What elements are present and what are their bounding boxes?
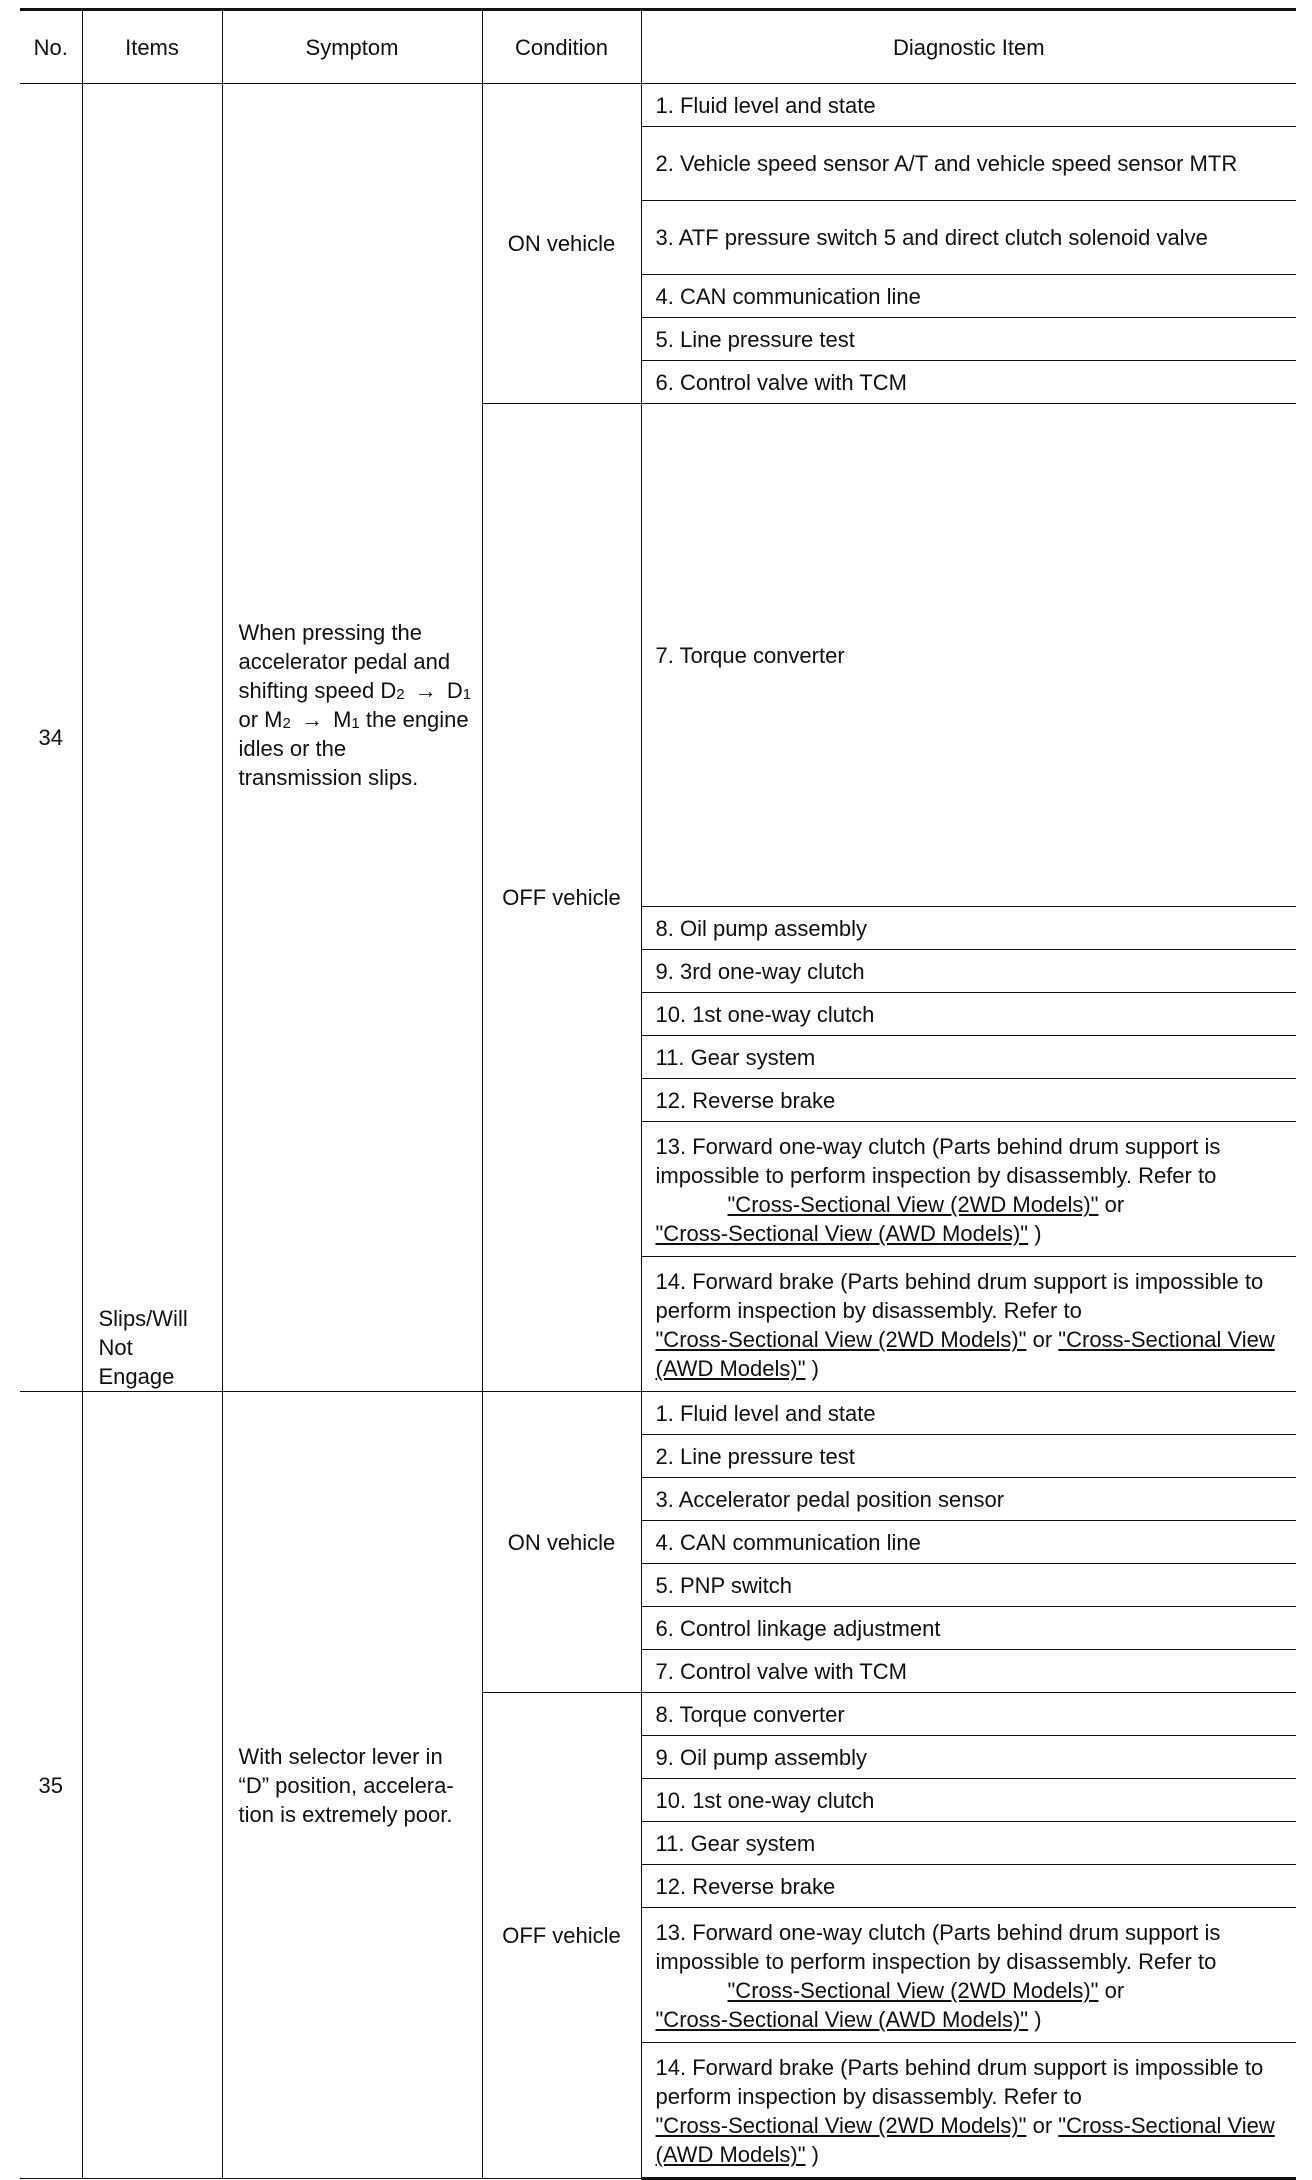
header-symptom: Symptom: [222, 10, 482, 84]
diagnostic-item: 6. Control linkage adjustment: [641, 1607, 1296, 1650]
cross-section-2wd-link[interactable]: "Cross-Sectional View (2WD Models)": [655, 2113, 1027, 2138]
table-row: [20, 84, 1296, 127]
diagnostic-item: 12. Reverse brake: [641, 1079, 1296, 1122]
diagnostic-item: 2. Line pressure test: [641, 1435, 1296, 1478]
cross-section-awd-link[interactable]: "Cross-Sectional View (AWD Models)": [655, 1221, 1029, 1246]
diagnostic-item: 9. 3rd one-way clutch: [641, 950, 1296, 993]
diagnostic-item: 8. Torque converter: [641, 1693, 1296, 1736]
cross-section-2wd-link[interactable]: "Cross-Sectional View (2WD Models)": [727, 1192, 1099, 1217]
diagnostic-item: 2. Vehicle speed sensor A/T and vehicle speed sensor MTR: [641, 127, 1296, 201]
diagnostic-item: 13. Forward one-way clutch (Parts behind drum support is impossible to perform inspection by disassembly. Refer to "Cross-Sectional View (2WD Models)" or "Cross-Sectional View (AWD Models)" ): [641, 1122, 1296, 1257]
table-row: [20, 1392, 1296, 1435]
diagnostic-item: 13. Forward one-way clutch (Parts behind drum support is impossible to perform inspection by disassembly. Refer to "Cross-Sectional View (2WD Models)" or "Cross-Sectional View (AWD Models)" ): [641, 1908, 1296, 2043]
diagnostic-item: 12. Reverse brake: [641, 1865, 1296, 1908]
diagnostic-item: 11. Gear system: [641, 1822, 1296, 1865]
symptom-34-sub: 2: [396, 686, 405, 703]
symptom-34-text: the engine idles or the transmission slips.: [238, 707, 469, 790]
symptom-34-sub: 1: [351, 715, 360, 732]
diagnostic-item: 10. 1st one-way clutch: [641, 993, 1296, 1036]
item-name: Slips/Will Not Engage: [98, 1306, 188, 1389]
condition-off-vehicle: OFF vehicle: [482, 1693, 641, 2179]
cross-section-awd-link[interactable]: "Cross-Sectional View (AWD Models)": [655, 2007, 1029, 2032]
symptom-34: [222, 84, 482, 1392]
diagnostic-table: [20, 8, 1296, 2180]
cross-section-awd-link[interactable]: "Cross-Sectional View (AWD Models)": [655, 2113, 1275, 2167]
condition-off-vehicle: OFF vehicle: [482, 404, 641, 1392]
diagnostic-item: 8. Oil pump assembly: [641, 907, 1296, 950]
diagnostic-item: 9. Oil pump assembly: [641, 1736, 1296, 1779]
symptom-34-sub: 1: [462, 686, 472, 703]
symptom-34-text: or M: [238, 707, 283, 732]
row-number-34: 34: [20, 84, 82, 1392]
condition-on-vehicle: ON vehicle: [482, 84, 641, 404]
diagnostic-item: 14. Forward brake (Parts behind drum support is impossible to perform inspection by disassembly. Refer to "Cross-Sectional View (2WD Models)" or "Cross-Sectional View (AWD Models)" ): [641, 2043, 1296, 2179]
diagnostic-item: 1. Fluid level and state: [641, 1392, 1296, 1435]
diagnostic-item: 5. PNP switch: [641, 1564, 1296, 1607]
arrow-icon: →: [414, 678, 437, 703]
diagnostic-item: 14. Forward brake (Parts behind drum support is impossible to perform inspection by disassembly. Refer to "Cross-Sectional View (2WD Models)" or "Cross-Sectional View (AWD Models)" ): [641, 1257, 1296, 1392]
symptom-34-text: When pressing the accelerator pedal and shifting speed D: [238, 620, 451, 703]
header-items: Items: [82, 10, 222, 84]
symptom-34-text: D: [446, 678, 463, 703]
diagnostic-item: 1. Fluid level and state: [641, 84, 1296, 127]
cross-section-2wd-link[interactable]: "Cross-Sectional View (2WD Models)": [655, 1327, 1027, 1352]
diagnostic-item: 3. Accelerator pedal position sensor: [641, 1478, 1296, 1521]
diagnostic-item: 4. CAN communication line: [641, 1521, 1296, 1564]
condition-on-vehicle: ON vehicle: [482, 1392, 641, 1693]
cross-section-2wd-link[interactable]: "Cross-Sectional View (2WD Models)": [727, 1978, 1099, 2003]
header-no: No.: [20, 10, 82, 84]
items-cell: [82, 84, 222, 1392]
diagnostic-item: 10. 1st one-way clutch: [641, 1779, 1296, 1822]
diagnostic-item: 7. Torque converter: [641, 404, 1296, 907]
header-row: [20, 10, 1296, 84]
symptom-34-text: M: [333, 707, 352, 732]
symptom-34-sub: 2: [282, 715, 291, 732]
items-cell-continued: [82, 1392, 222, 2179]
header-diagnostic-item: Diagnostic Item: [641, 10, 1296, 84]
header-condition: Condition: [482, 10, 641, 84]
row-number-35: 35: [20, 1392, 82, 2179]
diagnostic-item: 7. Control valve with TCM: [641, 1650, 1296, 1693]
diagnostic-item: 3. ATF pressure switch 5 and direct clutch solenoid valve: [641, 201, 1296, 275]
diagnostic-item: 4. CAN communication line: [641, 275, 1296, 318]
diagnostic-item: 6. Control valve with TCM: [641, 361, 1296, 404]
symptom-35: With selector lever in “D” position, accelera-tion is extremely poor.: [222, 1392, 482, 2179]
cross-section-awd-link[interactable]: "Cross-Sectional View (AWD Models)": [655, 1327, 1275, 1381]
arrow-icon: →: [300, 707, 323, 732]
diagnostic-item: 11. Gear system: [641, 1036, 1296, 1079]
diagnostic-item: 5. Line pressure test: [641, 318, 1296, 361]
